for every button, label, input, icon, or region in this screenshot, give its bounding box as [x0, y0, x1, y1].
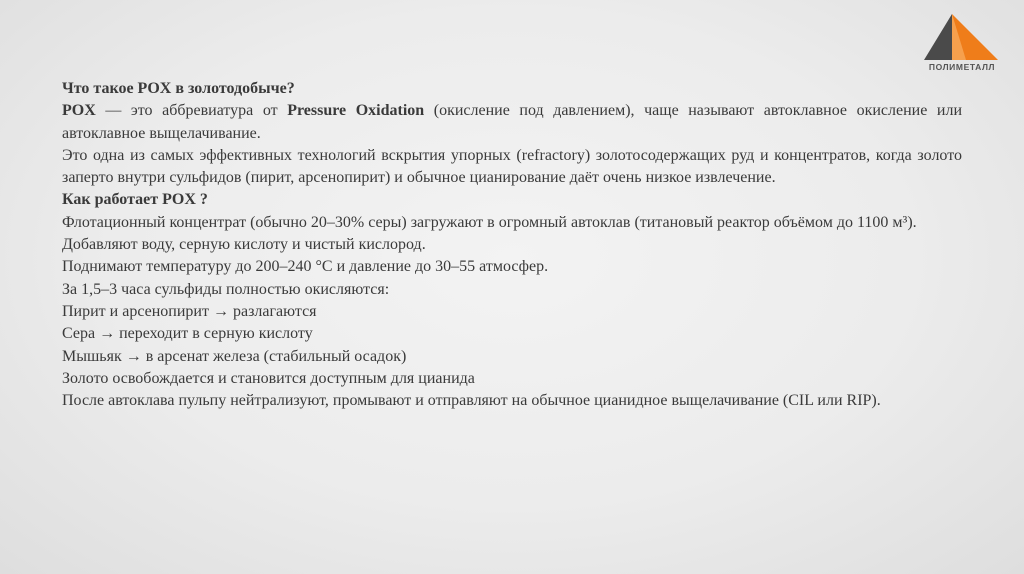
line-oxidation-time: За 1,5–3 часа сульфиды полностью окисляются: [62, 280, 390, 298]
term-pox: POX [62, 102, 96, 120]
paragraph-concentrate: Флотационный концентрат (обычно 20–30% серы) загружают в огромный автоклав (титановый реактор объёмом до 1100 м³). [62, 213, 917, 231]
slide-content [62, 78, 962, 412]
logo-text: ПОЛИМЕТАЛЛ [928, 62, 996, 72]
paragraph-technology: Это одна из самых эффективных технологий вскрытия упорных (refractory) золотосодержащих руд и концентратов, когда золото заперто внутри сульфидов (пирит, арсенопирит) и обычное цианирование даёт очень низкое извлечение. [62, 146, 962, 187]
line-temperature-pressure: Поднимают температуру до 200–240 °C и давление до 30–55 атмосфер. [62, 258, 549, 276]
logo-triangle-icon [922, 14, 1002, 60]
definition-rest: (окисление под давлением), чаще называют автоклавное окисление или автоклавное выщелачивание. [62, 102, 963, 142]
heading-how-pox-works: Как работает POX ? [62, 191, 208, 209]
paragraph-after-autoclave: После автоклава пульпу нейтрализуют, промывают и отправляют на обычное цианидное выщелачивание (CIL или RIP). [62, 392, 881, 410]
line-add-reagents: Добавляют воду, серную кислоту и чистый кислород. [62, 236, 426, 254]
definition-mid: — это аббревиатура от [95, 102, 288, 120]
line-gold: Золото освобождается и становится доступным для цианида [62, 369, 475, 387]
line-sulfur: Сера → переходит в серную кислоту [62, 325, 313, 343]
company-logo [912, 10, 1012, 74]
term-pressure-oxidation: Pressure Oxidation [287, 102, 425, 120]
heading-what-is-pox: Что такое POX в золотодобыче? [62, 80, 295, 97]
paragraph-definition [62, 100, 962, 145]
line-arsenic: Мышьяк → в арсенат железа (стабильный осадок) [62, 347, 407, 365]
line-pyrite: Пирит и арсенопирит → разлагаются [62, 302, 317, 320]
